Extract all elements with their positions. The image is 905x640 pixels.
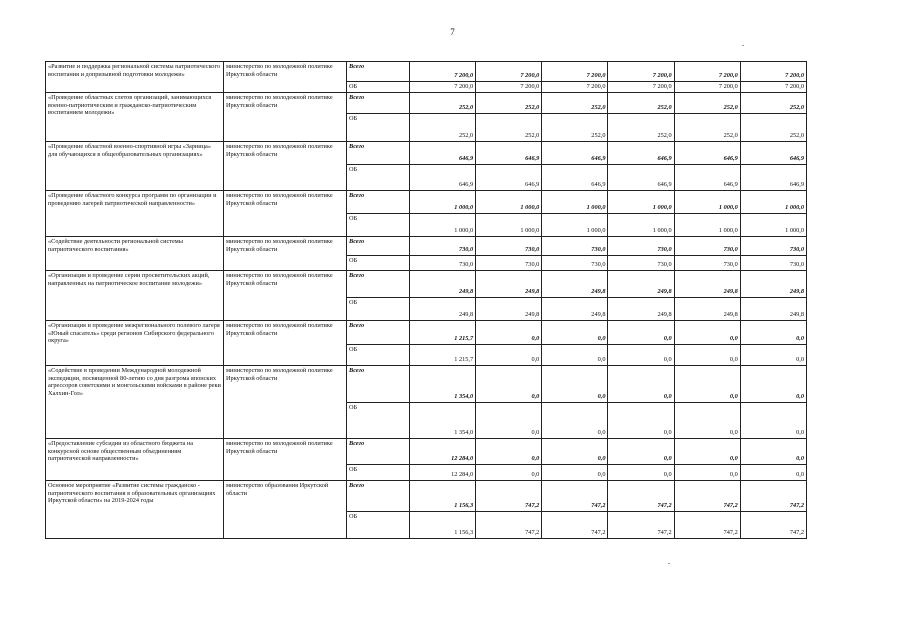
total-value-cell: 730,0 <box>410 237 476 256</box>
total-value-cell: 252,0 <box>674 93 740 114</box>
funding-source-total-label: Всего <box>347 481 410 512</box>
total-value-cell: 0,0 <box>476 366 542 403</box>
responsible-executor-cell: министерство по молодежной политике Иркутской области <box>224 93 347 142</box>
total-value-cell: 747,2 <box>476 481 542 512</box>
ob-value-cell: 7 200,0 <box>674 82 740 93</box>
total-value-cell: 646,9 <box>476 142 542 165</box>
ob-value-cell: 0,0 <box>608 403 674 439</box>
ob-value-cell: 730,0 <box>476 256 542 271</box>
ob-value-cell: 747,2 <box>542 512 608 539</box>
total-value-cell: 0,0 <box>542 321 608 345</box>
total-value-cell: 1 000,0 <box>542 191 608 214</box>
ob-value-cell: 252,0 <box>674 114 740 142</box>
funding-source-ob-label: ОБ <box>347 114 410 142</box>
funding-source-ob-label: ОБ <box>347 465 410 481</box>
activity-total-row <box>46 321 807 345</box>
total-value-cell: 0,0 <box>740 321 806 345</box>
ob-value-cell: 730,0 <box>542 256 608 271</box>
total-value-cell: 0,0 <box>674 439 740 465</box>
ob-value-cell: 1 354,0 <box>410 403 476 439</box>
ob-value-cell: 252,0 <box>542 114 608 142</box>
ob-value-cell: 730,0 <box>410 256 476 271</box>
ob-value-cell: 1 156,3 <box>410 512 476 539</box>
total-value-cell: 0,0 <box>476 439 542 465</box>
activity-total-row <box>46 366 807 403</box>
total-value-cell: 12 284,0 <box>410 439 476 465</box>
ob-value-cell: 0,0 <box>740 465 806 481</box>
total-value-cell: 252,0 <box>542 93 608 114</box>
ob-value-cell: 7 200,0 <box>476 82 542 93</box>
total-value-cell: 1 000,0 <box>740 191 806 214</box>
total-value-cell: 0,0 <box>608 366 674 403</box>
ob-value-cell: 0,0 <box>674 345 740 366</box>
total-value-cell: 7 200,0 <box>410 62 476 82</box>
ob-value-cell: 7 200,0 <box>410 82 476 93</box>
activity-total-row <box>46 191 807 214</box>
ob-value-cell: 252,0 <box>476 114 542 142</box>
funding-source-total-label: Всего <box>347 142 410 165</box>
ob-value-cell: 0,0 <box>674 403 740 439</box>
funding-source-ob-label: ОБ <box>347 345 410 366</box>
activity-total-row <box>46 62 807 82</box>
total-value-cell: 249,8 <box>476 271 542 298</box>
total-value-cell: 249,8 <box>410 271 476 298</box>
ob-value-cell: 252,0 <box>410 114 476 142</box>
total-value-cell: 0,0 <box>608 321 674 345</box>
activity-total-row <box>46 142 807 165</box>
responsible-executor-cell: министерство по молодежной политике Иркутской области <box>224 439 347 481</box>
funding-source-total-label: Всего <box>347 191 410 214</box>
total-value-cell: 646,9 <box>410 142 476 165</box>
ob-value-cell: 646,9 <box>740 165 806 191</box>
total-value-cell: 7 200,0 <box>476 62 542 82</box>
total-value-cell: 0,0 <box>608 439 674 465</box>
total-value-cell: 1 000,0 <box>608 191 674 214</box>
total-value-cell: 1 000,0 <box>410 191 476 214</box>
ob-value-cell: 730,0 <box>674 256 740 271</box>
ob-value-cell: 646,9 <box>674 165 740 191</box>
funding-source-ob-label: ОБ <box>347 403 410 439</box>
ob-value-cell: 7 200,0 <box>740 82 806 93</box>
ob-value-cell: 7 200,0 <box>608 82 674 93</box>
ob-value-cell: 249,8 <box>410 298 476 321</box>
total-value-cell: 730,0 <box>476 237 542 256</box>
total-value-cell: 0,0 <box>674 321 740 345</box>
total-value-cell: 646,9 <box>674 142 740 165</box>
ob-value-cell: 0,0 <box>476 403 542 439</box>
ob-value-cell: 1 000,0 <box>674 214 740 237</box>
total-value-cell: 249,8 <box>608 271 674 298</box>
total-value-cell: 730,0 <box>674 237 740 256</box>
total-value-cell: 730,0 <box>740 237 806 256</box>
total-value-cell: 1 156,3 <box>410 481 476 512</box>
funding-source-total-label: Всего <box>347 237 410 256</box>
total-value-cell: 252,0 <box>476 93 542 114</box>
activity-name-cell: Основное мероприятие «Развитие системы гражданско - патриотического воспитания в образовательных организациях Иркутской области» на 2019-2024 годы <box>46 481 224 539</box>
funding-source-total-label: Всего <box>347 321 410 345</box>
ob-value-cell: 646,9 <box>410 165 476 191</box>
total-value-cell: 7 200,0 <box>674 62 740 82</box>
activity-name-cell: «Организация и проведение серии просветительских акций, направленных на патриотическое воспитание молодежи» <box>46 271 224 321</box>
total-value-cell: 1 000,0 <box>476 191 542 214</box>
responsible-executor-cell: министерство по молодежной политике Иркутской области <box>224 271 347 321</box>
ob-value-cell: 0,0 <box>542 345 608 366</box>
responsible-executor-cell: министерство по молодежной политике Иркутской области <box>224 366 347 439</box>
funding-source-total-label: Всего <box>347 62 410 82</box>
total-value-cell: 646,9 <box>542 142 608 165</box>
total-value-cell: 252,0 <box>608 93 674 114</box>
ob-value-cell: 1 000,0 <box>410 214 476 237</box>
ob-value-cell: 252,0 <box>608 114 674 142</box>
total-value-cell: 747,2 <box>608 481 674 512</box>
responsible-executor-cell: министерство по молодежной политике Иркутской области <box>224 191 347 237</box>
ob-value-cell: 249,8 <box>476 298 542 321</box>
total-value-cell: 747,2 <box>674 481 740 512</box>
ob-value-cell: 0,0 <box>476 345 542 366</box>
total-value-cell: 730,0 <box>608 237 674 256</box>
activity-total-row <box>46 439 807 465</box>
total-value-cell: 249,8 <box>542 271 608 298</box>
ob-value-cell: 249,8 <box>608 298 674 321</box>
ob-value-cell: 646,9 <box>542 165 608 191</box>
ob-value-cell: 747,2 <box>740 512 806 539</box>
total-value-cell: 249,8 <box>740 271 806 298</box>
ob-value-cell: 249,8 <box>740 298 806 321</box>
ob-value-cell: 0,0 <box>674 465 740 481</box>
responsible-executor-cell: министерство по молодежной политике Иркутской области <box>224 142 347 191</box>
activity-name-cell: «Содействие деятельности региональной системы патриотического воспитания» <box>46 237 224 271</box>
budget-table <box>45 61 807 539</box>
total-value-cell: 1 215,7 <box>410 321 476 345</box>
ob-value-cell: 0,0 <box>740 345 806 366</box>
activity-total-row <box>46 271 807 298</box>
ob-value-cell: 0,0 <box>608 345 674 366</box>
total-value-cell: 747,2 <box>740 481 806 512</box>
activity-total-row <box>46 93 807 114</box>
ob-value-cell: 646,9 <box>608 165 674 191</box>
ob-value-cell: 252,0 <box>740 114 806 142</box>
total-value-cell: 249,8 <box>674 271 740 298</box>
ob-value-cell: 747,2 <box>608 512 674 539</box>
funding-source-total-label: Всего <box>347 439 410 465</box>
page-number: 7 <box>450 27 455 37</box>
ob-value-cell: 730,0 <box>740 256 806 271</box>
activity-name-cell: «Организация и проведение межрегионального полевого лагеря «Юный спасатель» среди регионов Сибирского федерального округа» <box>46 321 224 366</box>
activity-name-cell: «Проведение областной военно-спортивной игры «Зарница» для обучающихся в общеобразовательных организациях» <box>46 142 224 191</box>
total-value-cell: 252,0 <box>740 93 806 114</box>
total-value-cell: 0,0 <box>542 366 608 403</box>
activity-name-cell: «Проведение областного конкурса программ по организации и проведению лагерей патриотической направленности» <box>46 191 224 237</box>
responsible-executor-cell: министерство по молодежной политике Иркутской области <box>224 237 347 271</box>
funding-source-ob-label: ОБ <box>347 214 410 237</box>
funding-source-ob-label: ОБ <box>347 165 410 191</box>
total-value-cell: 7 200,0 <box>542 62 608 82</box>
total-value-cell: 1 000,0 <box>674 191 740 214</box>
funding-source-ob-label: ОБ <box>347 256 410 271</box>
funding-source-ob-label: ОБ <box>347 512 410 539</box>
ob-value-cell: 646,9 <box>476 165 542 191</box>
ob-value-cell: 0,0 <box>542 403 608 439</box>
total-value-cell: 1 354,0 <box>410 366 476 403</box>
total-value-cell: 0,0 <box>740 366 806 403</box>
ob-value-cell: 1 000,0 <box>608 214 674 237</box>
total-value-cell: 7 200,0 <box>740 62 806 82</box>
total-value-cell: 7 200,0 <box>608 62 674 82</box>
ob-value-cell: 1 215,7 <box>410 345 476 366</box>
ob-value-cell: 1 000,0 <box>476 214 542 237</box>
ob-value-cell: 249,8 <box>674 298 740 321</box>
funding-source-total-label: Всего <box>347 366 410 403</box>
activity-name-cell: «Проведение областных слетов организаций, занимающихся военно-патриотическим и гражданско-патриотическим воспитанием молодежи» <box>46 93 224 142</box>
responsible-executor-cell: министерство по молодежной политике Иркутской области <box>224 321 347 366</box>
total-value-cell: 252,0 <box>410 93 476 114</box>
total-value-cell: 646,9 <box>740 142 806 165</box>
responsible-executor-cell: министерство образования Иркутской области <box>224 481 347 539</box>
total-value-cell: 0,0 <box>740 439 806 465</box>
activity-name-cell: «Предоставление субсидии из областного бюджета на конкурсной основе общественным объединениям патриотической направленности» <box>46 439 224 481</box>
funding-source-total-label: Всего <box>347 93 410 114</box>
total-value-cell: 646,9 <box>608 142 674 165</box>
activity-name-cell: «Содействие в проведении Международной молодежной экспедиции, посвященной 80-летию со дня разгрома японских агрессоров советскими и монгольскими войсками в районе реки Халхин-Гол» <box>46 366 224 439</box>
ob-value-cell: 0,0 <box>542 465 608 481</box>
ob-value-cell: 747,2 <box>674 512 740 539</box>
ob-value-cell: 12 284,0 <box>410 465 476 481</box>
scan-speck <box>668 563 670 564</box>
total-value-cell: 0,0 <box>674 366 740 403</box>
ob-value-cell: 1 000,0 <box>542 214 608 237</box>
funding-source-ob-label: ОБ <box>347 82 410 93</box>
scan-speck <box>742 45 744 46</box>
ob-value-cell: 747,2 <box>476 512 542 539</box>
ob-value-cell: 1 000,0 <box>740 214 806 237</box>
activity-total-row <box>46 481 807 512</box>
funding-source-total-label: Всего <box>347 271 410 298</box>
ob-value-cell: 730,0 <box>608 256 674 271</box>
ob-value-cell: 7 200,0 <box>542 82 608 93</box>
activity-total-row <box>46 237 807 256</box>
activity-name-cell: «Развитие и поддержка региональной системы патриотического воспитания и допризывной подготовки молодежи» <box>46 62 224 93</box>
funding-source-ob-label: ОБ <box>347 298 410 321</box>
ob-value-cell: 249,8 <box>542 298 608 321</box>
ob-value-cell: 0,0 <box>740 403 806 439</box>
ob-value-cell: 0,0 <box>608 465 674 481</box>
total-value-cell: 0,0 <box>476 321 542 345</box>
total-value-cell: 0,0 <box>542 439 608 465</box>
total-value-cell: 730,0 <box>542 237 608 256</box>
budget-table-body <box>46 62 807 539</box>
responsible-executor-cell: министерство по молодежной политике Иркутской области <box>224 62 347 93</box>
ob-value-cell: 0,0 <box>476 465 542 481</box>
total-value-cell: 747,2 <box>542 481 608 512</box>
